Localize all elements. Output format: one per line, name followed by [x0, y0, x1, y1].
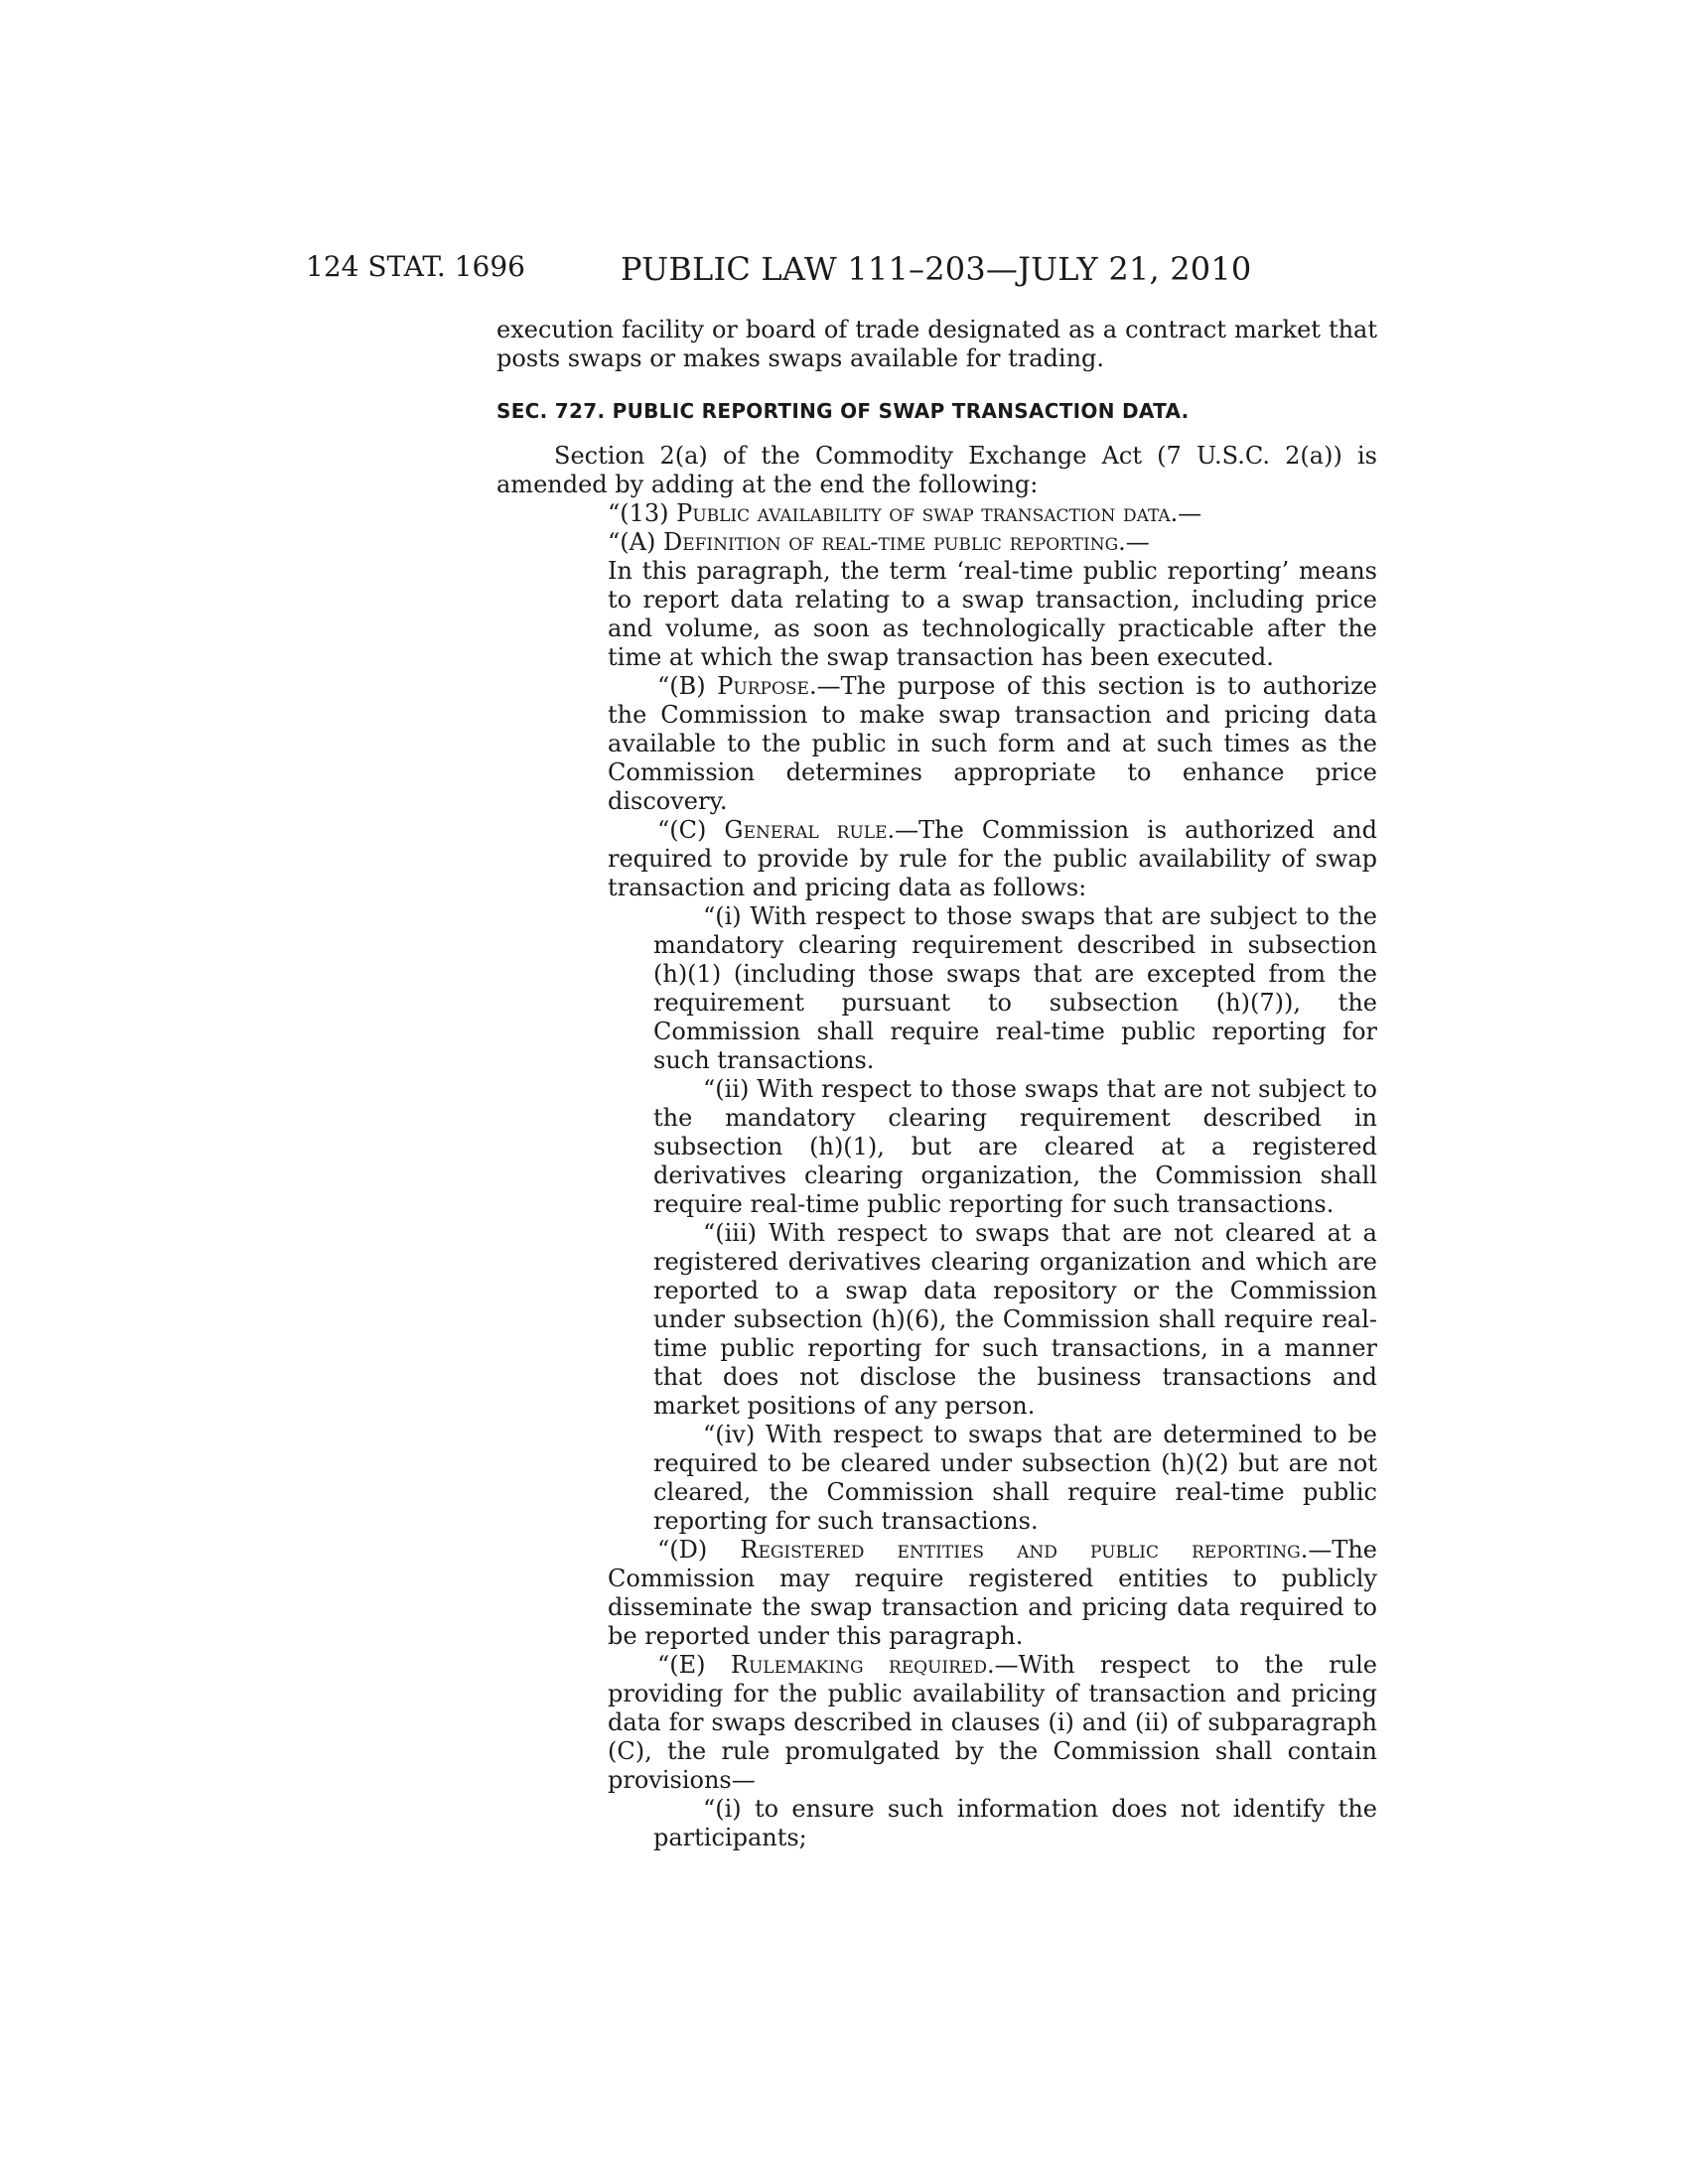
paragraph-13-heading — [608, 499, 1377, 528]
subparagraph-e-heading: Rulemaking required. — [730, 1651, 995, 1679]
section-heading: SEC. 727. PUBLIC REPORTING OF SWAP TRANSACTION DATA. — [496, 399, 1190, 423]
subparagraph-a — [608, 528, 1377, 672]
subparagraph-c-text: —The Commission is authorized and required to provide by rule for the public availability of swap transaction and pricing data as follows: — [608, 816, 1377, 901]
subparagraph-b-prefix: “(B) — [657, 672, 718, 700]
clause-e-i: “(i) to ensure such information does not identify the participants; — [653, 1795, 1377, 1851]
subparagraph-d — [608, 1536, 1377, 1651]
subparagraph-a-prefix: “(A) — [608, 528, 663, 556]
clause-c-iii: “(iii) With respect to swaps that are not cleared at a registered derivatives clearing organization and which are reported to a swap data repository or the Commission under subsection (h)(6), the Commission shall require real-time public reporting for such transactions, in a manner that does not disclose the business transactions and market positions of any person. — [653, 1219, 1377, 1420]
subparagraph-b — [608, 672, 1377, 816]
subparagraph-a-heading: Definition of real-time public reporting.— — [662, 528, 1150, 556]
clause-c-ii: “(ii) With respect to those swaps that are not subject to the mandatory clearing requirement described in subsection (h)(1), but are cleared at a registered derivatives clearing organization, the Commission shall require real-time public reporting for such transactions. — [653, 1075, 1377, 1218]
subparagraph-d-text: The Commission may require registered entities to publicly disseminate the swap transaction and pricing data required to be reported under this paragraph. — [608, 1536, 1377, 1650]
subparagraph-b-heading: Purpose. — [717, 672, 817, 700]
subparagraph-c — [608, 816, 1377, 902]
subparagraph-d-prefix: “(D) — [657, 1536, 741, 1564]
carryover-paragraph: execution facility or board of trade designated as a contract market that posts swaps or makes swaps available for trading. — [496, 316, 1377, 372]
subparagraph-c-heading: General rule. — [724, 816, 896, 844]
subparagraph-e-prefix: “(E) — [657, 1651, 731, 1679]
subparagraph-e-text: —With respect to the rule providing for the public availability of transaction and pricing data for swaps described in clauses (i) and (ii) of subparagraph (C), the rule promulgated by the Commission shall contain provisions— — [608, 1651, 1378, 1794]
subparagraph-c-prefix: “(C) — [657, 816, 725, 844]
clause-c-iv: “(iv) With respect to swaps that are determined to be required to be cleared under subsection (h)(2) but are not cleared, the Commission shall require real-time public reporting for such transactions. — [653, 1421, 1377, 1535]
document-body — [0, 316, 1688, 1852]
subparagraph-d-heading: Registered entities and public reporting.— — [740, 1536, 1333, 1564]
subparagraph-a-text: In this paragraph, the term ‘real-time public reporting’ means to report data relating to a swap transaction, including price and volume, as soon as technologically practicable after the time at which the swap transaction has been executed. — [608, 557, 1377, 671]
paragraph-13-prefix: “(13) — [608, 499, 677, 527]
section-intro: Section 2(a) of the Commodity Exchange Act (7 U.S.C. 2(a)) is amended by adding at the end the following: — [496, 442, 1377, 498]
statute-citation: 124 STAT. 1696 — [306, 250, 525, 283]
clause-c-i: “(i) With respect to those swaps that are subject to the mandatory clearing requirement described in subsection (h)(1) (including those swaps that are excepted from the requirement pursuant to subsection (h)(7)), the Commission shall require real-time public reporting for such transactions. — [653, 902, 1377, 1074]
public-law-title: PUBLIC LAW 111–203—JULY 21, 2010 — [621, 250, 1252, 288]
page-header — [0, 250, 1688, 290]
paragraph-13-title: Public availability of swap transaction data.— — [676, 499, 1202, 527]
subparagraph-b-text: —The purpose of this section is to authorize the Commission to make swap transaction and pricing data available to the public in such form and at such times as the Commission determines appropriate to enhance price discovery. — [608, 672, 1377, 815]
subparagraph-e — [608, 1651, 1377, 1795]
